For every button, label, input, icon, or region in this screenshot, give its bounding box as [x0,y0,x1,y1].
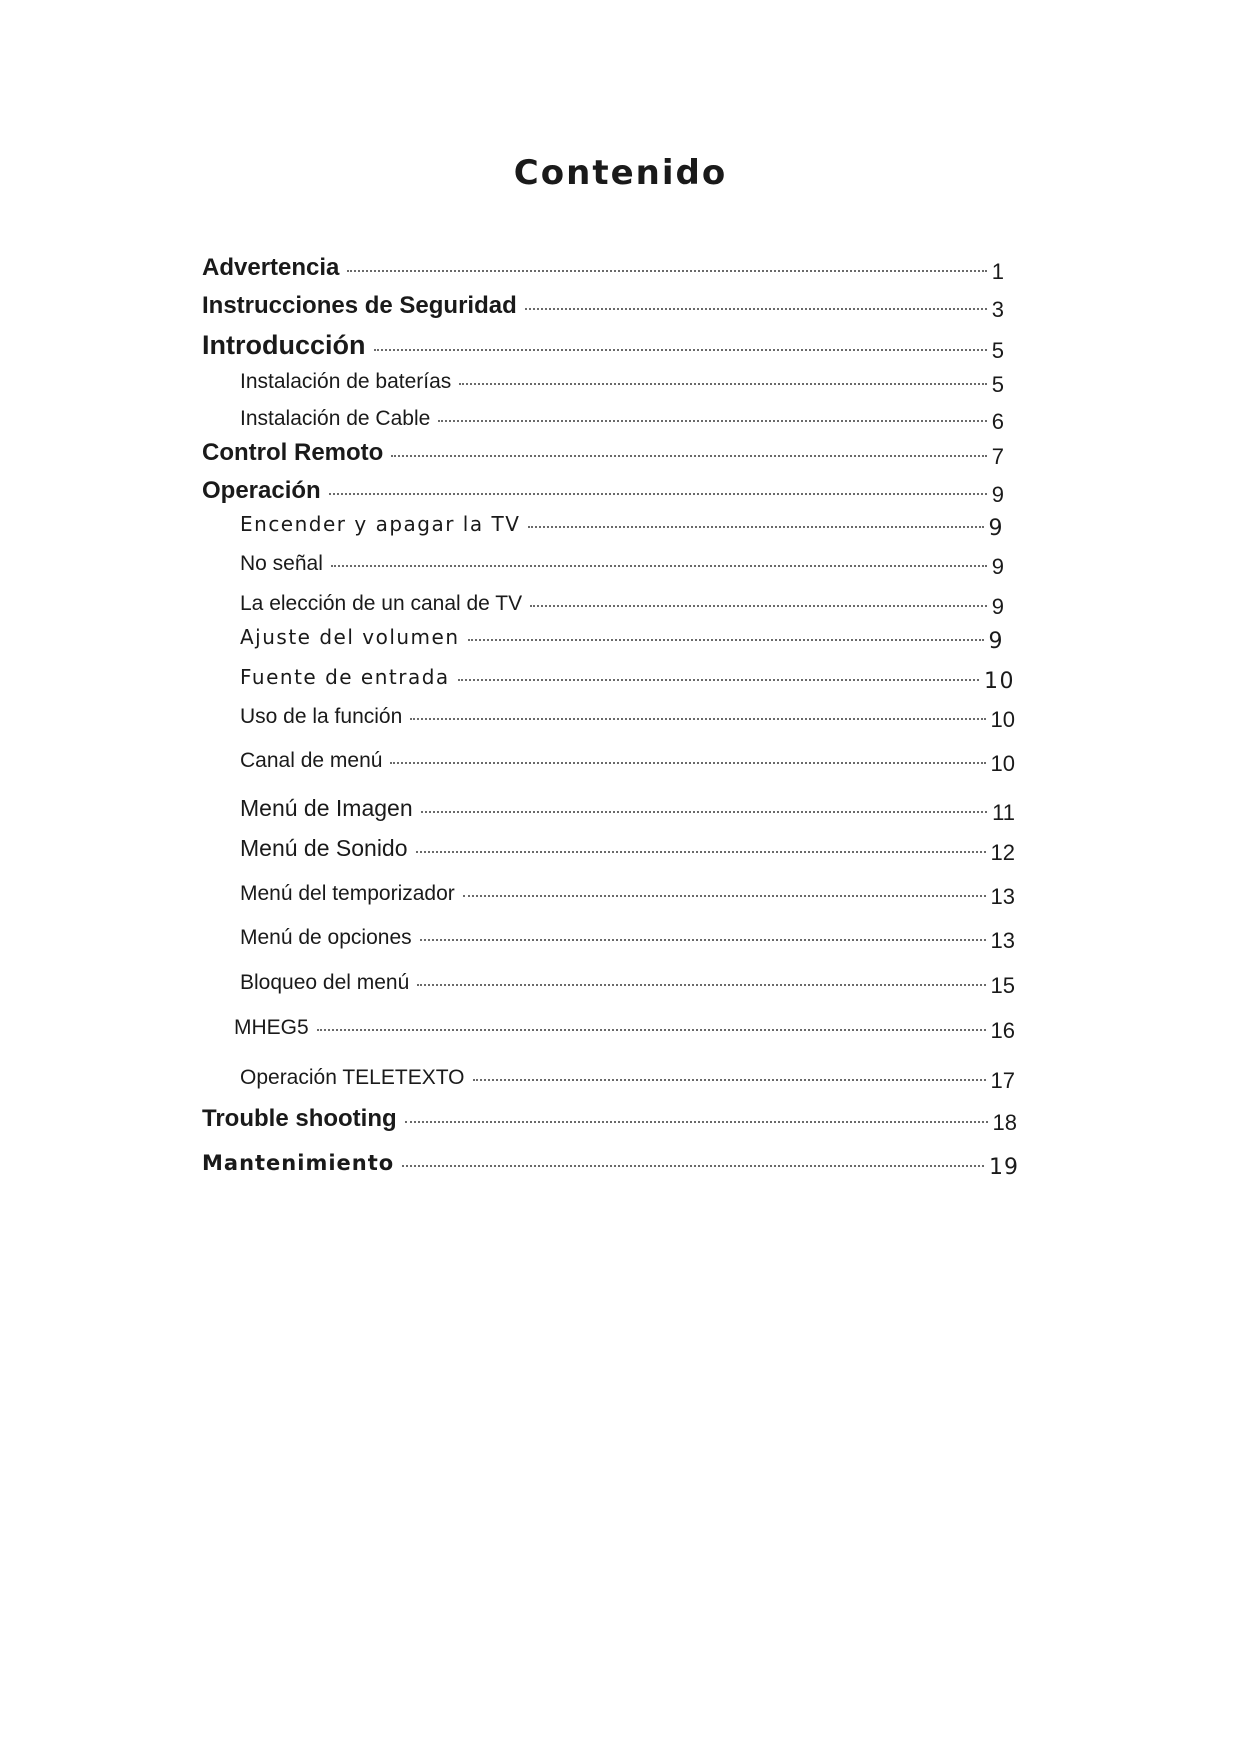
dot-leader [331,565,987,567]
dot-leader [416,851,986,853]
toc-entry-menu-sonido[interactable] [240,835,1015,865]
toc-entry-operacion-teletexto[interactable] [240,1066,1015,1093]
dot-leader [525,308,987,310]
dot-leader [347,270,986,272]
toc-label: Operación TELETEXTO [240,1066,465,1089]
toc-page-number: 12 [990,840,1015,865]
toc-entry-bloqueo-menu[interactable] [240,971,1015,998]
toc-entry-advertencia[interactable] [202,254,1004,284]
toc-entry-menu-temporizador[interactable] [240,882,1015,909]
toc-entry-eleccion-canal[interactable] [240,592,1004,619]
toc-page-number: 9 [988,629,1004,654]
toc-page-number: 13 [990,884,1015,909]
toc-entry-menu-imagen[interactable] [240,795,1015,825]
toc-page-number: 17 [990,1068,1015,1093]
dot-leader [391,455,986,457]
toc-label: Trouble shooting [202,1105,397,1132]
toc-label: Instalación de baterías [240,370,452,393]
toc-label: MHEG5 [234,1016,309,1039]
toc-page-number: 9 [991,554,1004,579]
dot-leader [421,811,988,813]
toc-label: Menú de Sonido [240,835,408,861]
toc-entry-canal-menu[interactable] [240,749,1015,776]
toc-entry-mantenimiento[interactable] [202,1151,1019,1180]
toc-label: Fuente de entrada [240,665,450,689]
dot-leader [402,1165,984,1167]
toc-entry-mheg5[interactable] [234,1016,1015,1043]
toc-label: Menú del temporizador [240,882,455,905]
toc-entry-encender-apagar[interactable] [240,512,1004,541]
toc-page-number: 6 [991,409,1004,434]
toc-page-number: 9 [991,482,1004,507]
dot-leader [317,1029,986,1031]
dot-leader [530,605,987,607]
dot-leader [463,895,986,897]
toc-label: Mantenimiento [202,1151,395,1175]
toc-entry-no-senal[interactable] [240,552,1004,579]
toc-page-number: 7 [991,444,1004,469]
dot-leader [390,762,985,764]
dot-leader [420,939,986,941]
toc-label: No señal [240,552,323,575]
toc-label: Canal de menú [240,749,383,772]
toc-page-number: 10 [990,751,1015,776]
toc-label: Menú de opciones [240,926,412,949]
page-title: Contenido [513,152,728,193]
toc-page-number: 13 [990,928,1015,953]
toc-page-number: 11 [992,800,1015,825]
toc-page-number: 10 [984,669,1015,694]
toc-entry-instalacion-baterias[interactable] [240,370,1004,397]
dot-leader [374,349,987,351]
toc-page-number: 16 [990,1018,1015,1043]
toc-label: Control Remoto [202,439,384,466]
toc-page-number: 1 [991,259,1004,284]
toc-label: Advertencia [202,254,340,281]
toc-label: Menú de Imagen [240,795,413,821]
toc-page-number: 3 [991,297,1004,322]
toc-page-number: 9 [991,594,1004,619]
dot-leader [458,679,979,681]
toc-entry-instrucciones-seguridad[interactable] [202,292,1004,322]
toc-label: Instalación de Cable [240,407,431,430]
dot-leader [410,718,985,720]
dot-leader [459,383,986,385]
toc-entry-ajuste-volumen[interactable] [240,625,1004,654]
toc-entry-trouble-shooting[interactable] [202,1105,1017,1135]
toc-label: Uso de la función [240,705,403,728]
toc-label: Operación [202,477,321,504]
toc-page-number: 9 [988,516,1004,541]
toc-page-number: 10 [990,707,1015,732]
dot-leader [329,493,987,495]
toc-page-number: 5 [991,338,1004,363]
toc-label: Instrucciones de Seguridad [202,292,517,319]
dot-leader [468,639,984,641]
dot-leader [405,1121,988,1123]
toc-label: La elección de un canal de TV [240,592,523,615]
toc-label: Bloqueo del menú [240,971,410,994]
dot-leader [438,420,986,422]
toc-entry-menu-opciones[interactable] [240,926,1015,953]
toc-label: Ajuste del volumen [240,625,460,649]
toc-page-number: 15 [990,973,1015,998]
dot-leader [417,984,985,986]
toc-page-number: 19 [989,1155,1019,1180]
toc-page-number: 18 [992,1110,1017,1135]
toc-entry-fuente-entrada[interactable] [240,665,1015,694]
toc-entry-introduccion[interactable] [202,330,1004,363]
dot-leader [528,526,983,528]
toc-entry-instalacion-cable[interactable] [240,407,1004,434]
toc-entry-uso-funcion[interactable] [240,705,1015,732]
dot-leader [473,1079,986,1081]
toc-entry-operacion[interactable] [202,477,1004,507]
toc-page-number: 5 [991,372,1004,397]
toc-label: Encender y apagar la TV [240,512,521,536]
toc-entry-control-remoto[interactable] [202,439,1004,469]
toc-label: Introducción [202,330,366,360]
